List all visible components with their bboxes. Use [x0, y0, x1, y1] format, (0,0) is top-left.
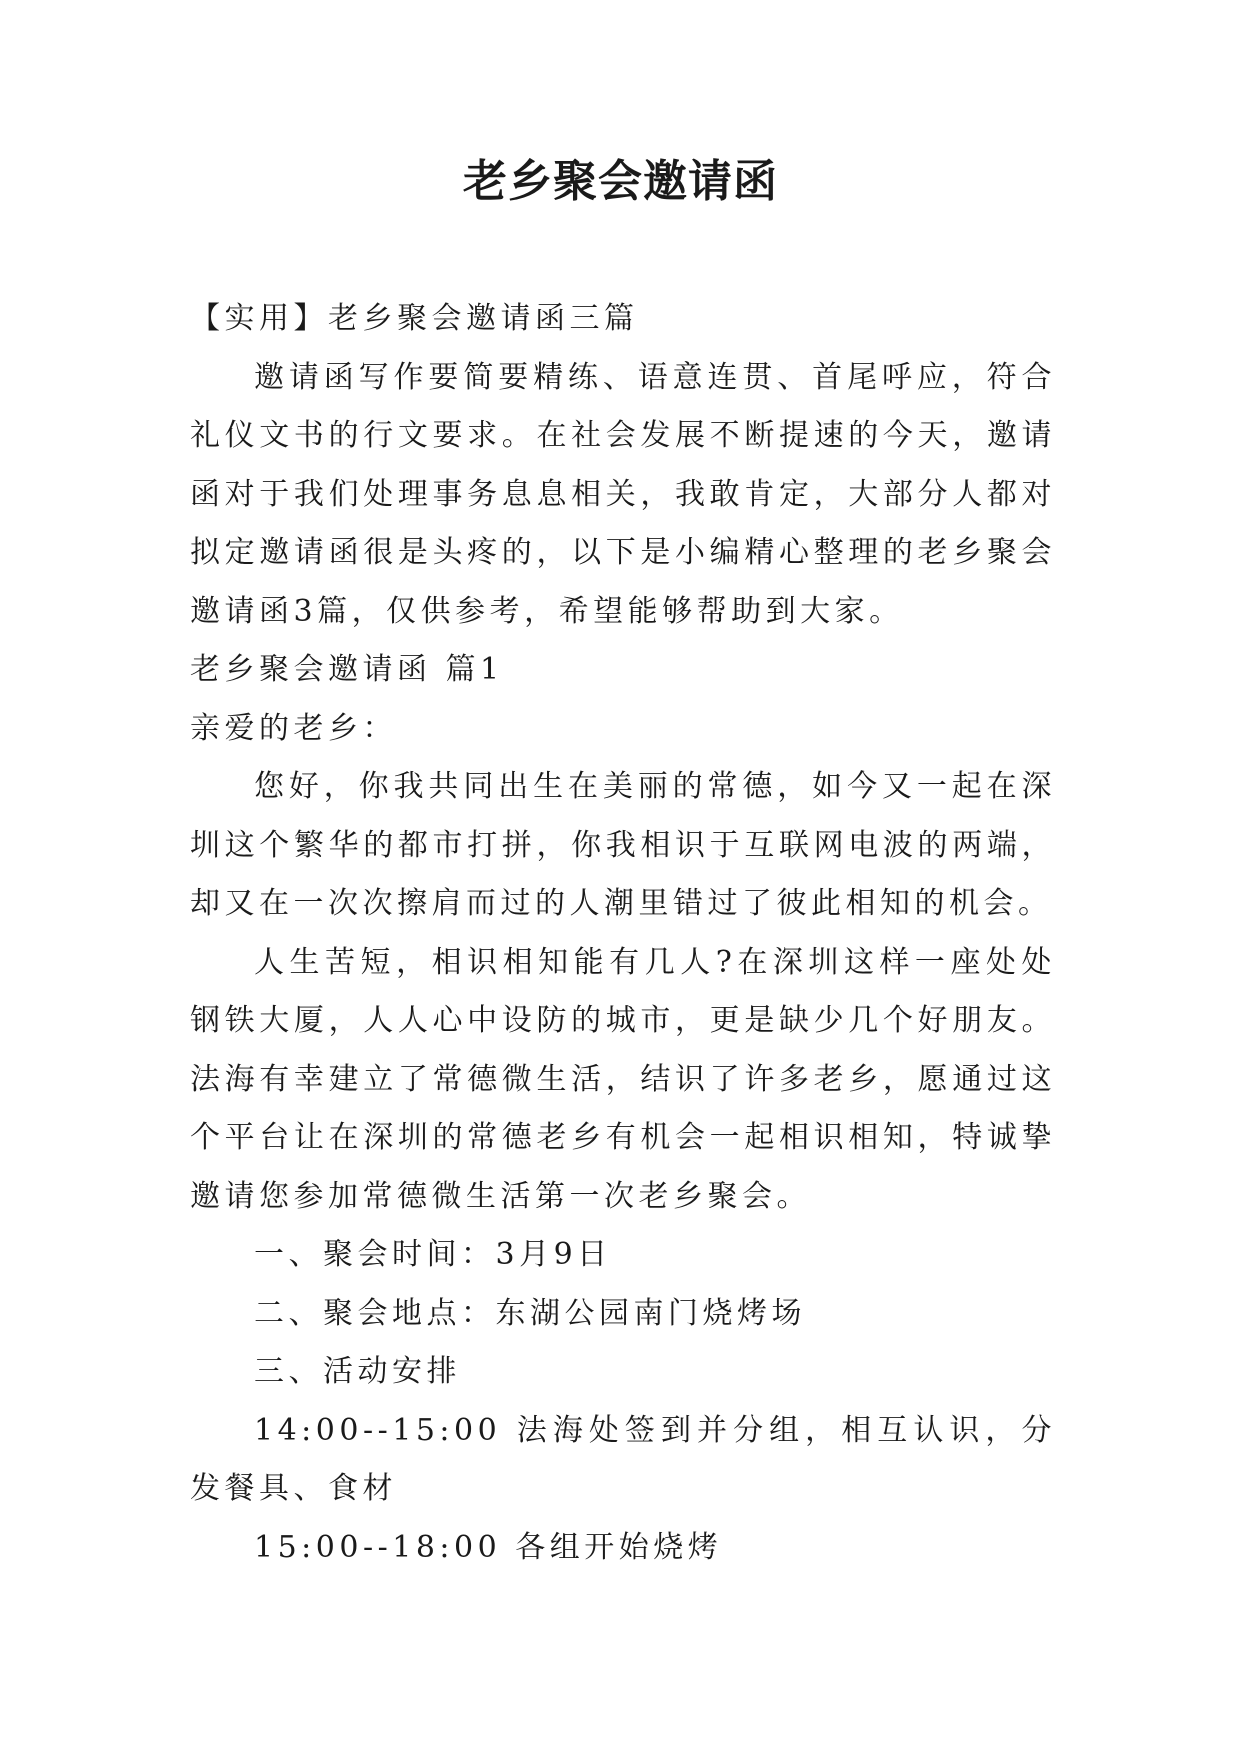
- salutation: 亲爱的老乡：: [190, 710, 397, 746]
- schedule-line-1: 14:00--15:00 法海处签到并分组，相互认识，分发餐具、食材: [190, 1412, 1056, 1506]
- letter-paragraph-2: 人生苦短，相识相知能有几人?在深圳这样一座处处钢铁大厦，人人心中设防的城市，更是缺少几个好朋友。法海有幸建立了常德微生活，结识了许多老乡，愿通过这个平台让在深圳的常德老乡有机会一起相识相知，特诚挚邀请您参加常德微生活第一次老乡聚会。: [190, 944, 1056, 1214]
- intro-paragraph: 邀请函写作要简要精练、语意连贯、首尾呼应，符合礼仪文书的行文要求。在社会发展不断提速的今天，邀请函对于我们处理事务息息相关，我敢肯定，大部分人都对拟定邀请函很是头疼的，以下是小编精心整理的老乡聚会邀请函3篇，仅供参考，希望能够帮助到大家。: [190, 359, 1056, 629]
- item-place: 二、聚会地点：东湖公园南门烧烤场: [254, 1295, 806, 1331]
- section-heading: 老乡聚会邀请函 篇1: [190, 652, 504, 687]
- letter-paragraph-1: 您好，你我共同出生在美丽的常德，如今又一起在深圳这个繁华的都市打拼，你我相识于互联网电波的两端，却又在一次次擦肩而过的人潮里错过了彼此相知的机会。: [190, 769, 1056, 921]
- schedule-line-2: 15:00--18:00 各组开始烧烤: [254, 1529, 723, 1565]
- document-body: [190, 290, 1056, 1577]
- document-title: 老乡聚会邀请函: [463, 156, 778, 207]
- document-subtitle: 【实用】老乡聚会邀请函三篇: [190, 301, 639, 336]
- item-schedule: 三、活动安排: [254, 1354, 461, 1389]
- item-time: 一、聚会时间：3月9日: [254, 1237, 612, 1272]
